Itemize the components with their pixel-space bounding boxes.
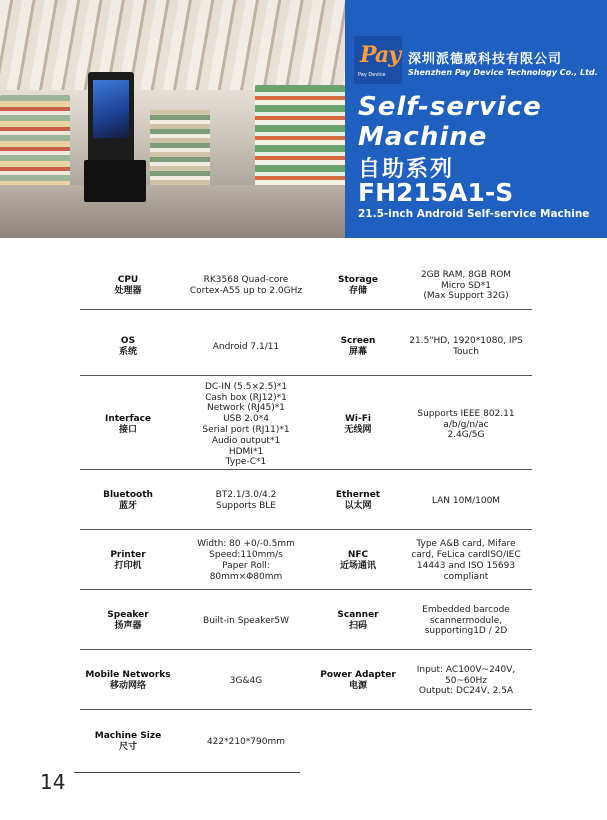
left-spec-label [80,532,176,590]
spec-label-en: Wi-Fi [345,414,371,424]
right-spec-value [400,380,532,470]
company-name-en: Shenzhen Pay Device Technology Co., Ltd. [408,68,598,77]
spec-value-line: Serial port (RJ11)*1 [202,425,290,435]
spec-value-line: Input: AC100V~240V, [416,664,516,675]
left-spec-value [176,262,316,310]
spec-row [80,472,532,530]
spec-label-cn: 打印机 [114,561,142,571]
spec-value-line: 50~60Hz [445,675,487,686]
right-spec-value [400,532,532,590]
shelf-left [0,95,70,190]
spec-row [80,652,532,710]
spec-value-line: (Max Support 32G) [423,291,509,302]
left-spec-value [176,712,316,772]
product-title-cn: 自助系列 [358,157,455,182]
spec-value-line: scannermodule, [429,615,503,626]
floor [0,185,345,238]
spec-label-cn: 蓝牙 [118,501,137,511]
page-number: 14 [40,770,66,794]
spec-value-line: Supports IEEE 802.11 [417,408,515,419]
row-divider [80,529,532,530]
right-spec-label [316,652,400,710]
spec-value-line: RK3568 Quad-core [203,275,289,286]
company-name-cn: 深圳派德威科技有限公司 [408,52,563,67]
spec-label-en: Storage [337,275,379,285]
spec-value-line: compliant [443,571,489,582]
spec-label-en: Mobile Networks [85,670,171,680]
left-spec-label [80,262,176,310]
spec-value-line: 2.4G/5G [447,430,485,441]
spec-label-en: Scanner [337,610,379,620]
spec-label-cn: 移动网络 [109,681,146,691]
page-footer-line [74,772,300,773]
spec-label-en: Speaker [107,610,149,620]
supermarket-photo [0,0,345,238]
left-spec-value [176,380,316,470]
spec-label-en: Printer [110,550,146,560]
spec-value-line: Output: DC24V, 2.5A [418,686,514,697]
spec-value-line: Touch [453,347,479,357]
spec-label-en: OS [120,336,136,346]
left-spec-label [80,380,176,470]
spec-value-line: Embedded barcode [422,604,510,615]
left-spec-value [176,652,316,710]
spec-value-line: supporting1D / 2D [424,626,508,637]
kiosk-screen [93,80,129,138]
spec-label-en: CPU [117,275,139,285]
spec-label-en: Interface [104,414,152,424]
right-spec-label [316,380,400,470]
product-subtitle: 21.5-inch Android Self-service Machine [358,208,590,220]
left-spec-label [80,652,176,710]
spec-label-cn: 屏幕 [348,347,367,357]
right-spec-label [316,318,400,376]
spec-value-line: 14443 and ISO 15693 [416,561,516,571]
right-spec-label [316,472,400,530]
spec-label-en: Bluetooth [103,490,153,500]
spec-value-line: USB 2.0*4 [223,414,269,425]
spec-label-cn: 电源 [348,681,367,691]
spec-value-line: BT2.1/3.0/4.2 [215,490,277,501]
spec-value-line: Paper Roll: [222,561,270,571]
spec-label-cn: 扬声器 [114,621,142,631]
spec-value-line: 422*210*790mm [206,736,286,747]
row-divider [80,375,532,376]
right-spec-label [316,592,400,650]
spec-value-line: Supports BLE [215,501,276,511]
spec-label-en: NFC [347,550,369,560]
spec-value-line: Built-in Speaker5W [203,615,289,626]
spec-value-line: Cortex-A55 up to 2.0GHz [189,286,303,296]
left-spec-label [80,712,176,772]
left-spec-label [80,472,176,530]
right-spec-label [316,262,400,310]
right-spec-value [400,652,532,710]
left-spec-value [176,318,316,376]
spec-label-en: Power Adapter [320,670,396,680]
spec-row [80,262,532,310]
spec-value-line: Android 7.1/11 [212,341,280,352]
left-spec-value [176,472,316,530]
logo-subtext: Pay Device [358,72,386,78]
spec-label-en: Screen [340,336,376,346]
spec-value-line: LAN 10M/100M [431,495,501,506]
right-spec-value [400,592,532,650]
product-title-en [358,92,542,152]
title-line-2: Machine [358,122,488,152]
spec-label-cn: 无线网 [344,425,372,435]
spec-label-en: Ethernet [335,490,381,500]
spec-row [80,712,532,772]
left-spec-label [80,592,176,650]
left-spec-value [176,532,316,590]
spec-value-line: card, FeLica cardISO/IEC [411,550,521,561]
spec-value-line: 21.5"HD, 1920*1080, IPS [409,336,523,347]
spec-label-cn: 近场通讯 [339,561,376,571]
spec-value-line: HDMI*1 [228,446,264,457]
spec-label-cn: 接口 [118,425,137,435]
row-divider [80,309,532,310]
title-line-1: Self-service [358,92,542,122]
spec-value-line: 2GB RAM, 8GB ROM [420,269,512,280]
spec-value-line: Network (RJ45)*1 [206,403,286,414]
spec-value-line: Micro SD*1 [441,280,491,291]
spec-value-line: 80mm×Φ80mm [209,571,283,582]
spec-label-cn: 扫码 [348,621,367,631]
product-model: FH215A1-S [358,178,514,207]
spec-row [80,380,532,470]
spec-label-cn: 尺寸 [118,742,137,752]
spec-label-cn: 存储 [348,286,367,296]
left-spec-label [80,318,176,376]
spec-value-line: a/b/g/n/ac [443,419,489,430]
spec-value-line: DC-IN (5.5×2.5)*1 [204,381,288,392]
company-logo [354,36,402,84]
spec-label-cn: 处理器 [114,286,142,296]
left-spec-value [176,592,316,650]
logo-text: Pay [360,42,400,68]
spec-value-line: Type-C*1 [225,457,267,468]
spec-value-line: Width: 80 +0/-0.5mm [197,539,295,550]
spec-row [80,318,532,376]
spec-value-line: Speed:110mm/s [209,550,283,561]
spec-label-en: Machine Size [94,731,162,741]
spec-label-cn: 以太网 [344,501,372,511]
spec-value-line: 3G&4G [229,675,263,686]
right-spec-label [316,532,400,590]
row-divider [80,649,532,650]
row-divider [80,469,532,470]
row-divider [80,589,532,590]
ceiling-decor [0,0,345,90]
spec-row [80,592,532,650]
right-spec-value [400,262,532,310]
spec-label-cn: 系统 [118,347,137,357]
row-divider [80,709,532,710]
right-spec-value [400,472,532,530]
header-banner [0,0,607,238]
spec-value-line: Audio output*1 [211,435,281,446]
right-spec-value [400,318,532,376]
spec-value-line: Type A&B card, Mifare [416,539,516,550]
kiosk-base [84,160,146,202]
shelf-middle [150,110,210,185]
spec-row [80,532,532,590]
spec-value-line: Cash box (RJ12)*1 [205,392,287,403]
